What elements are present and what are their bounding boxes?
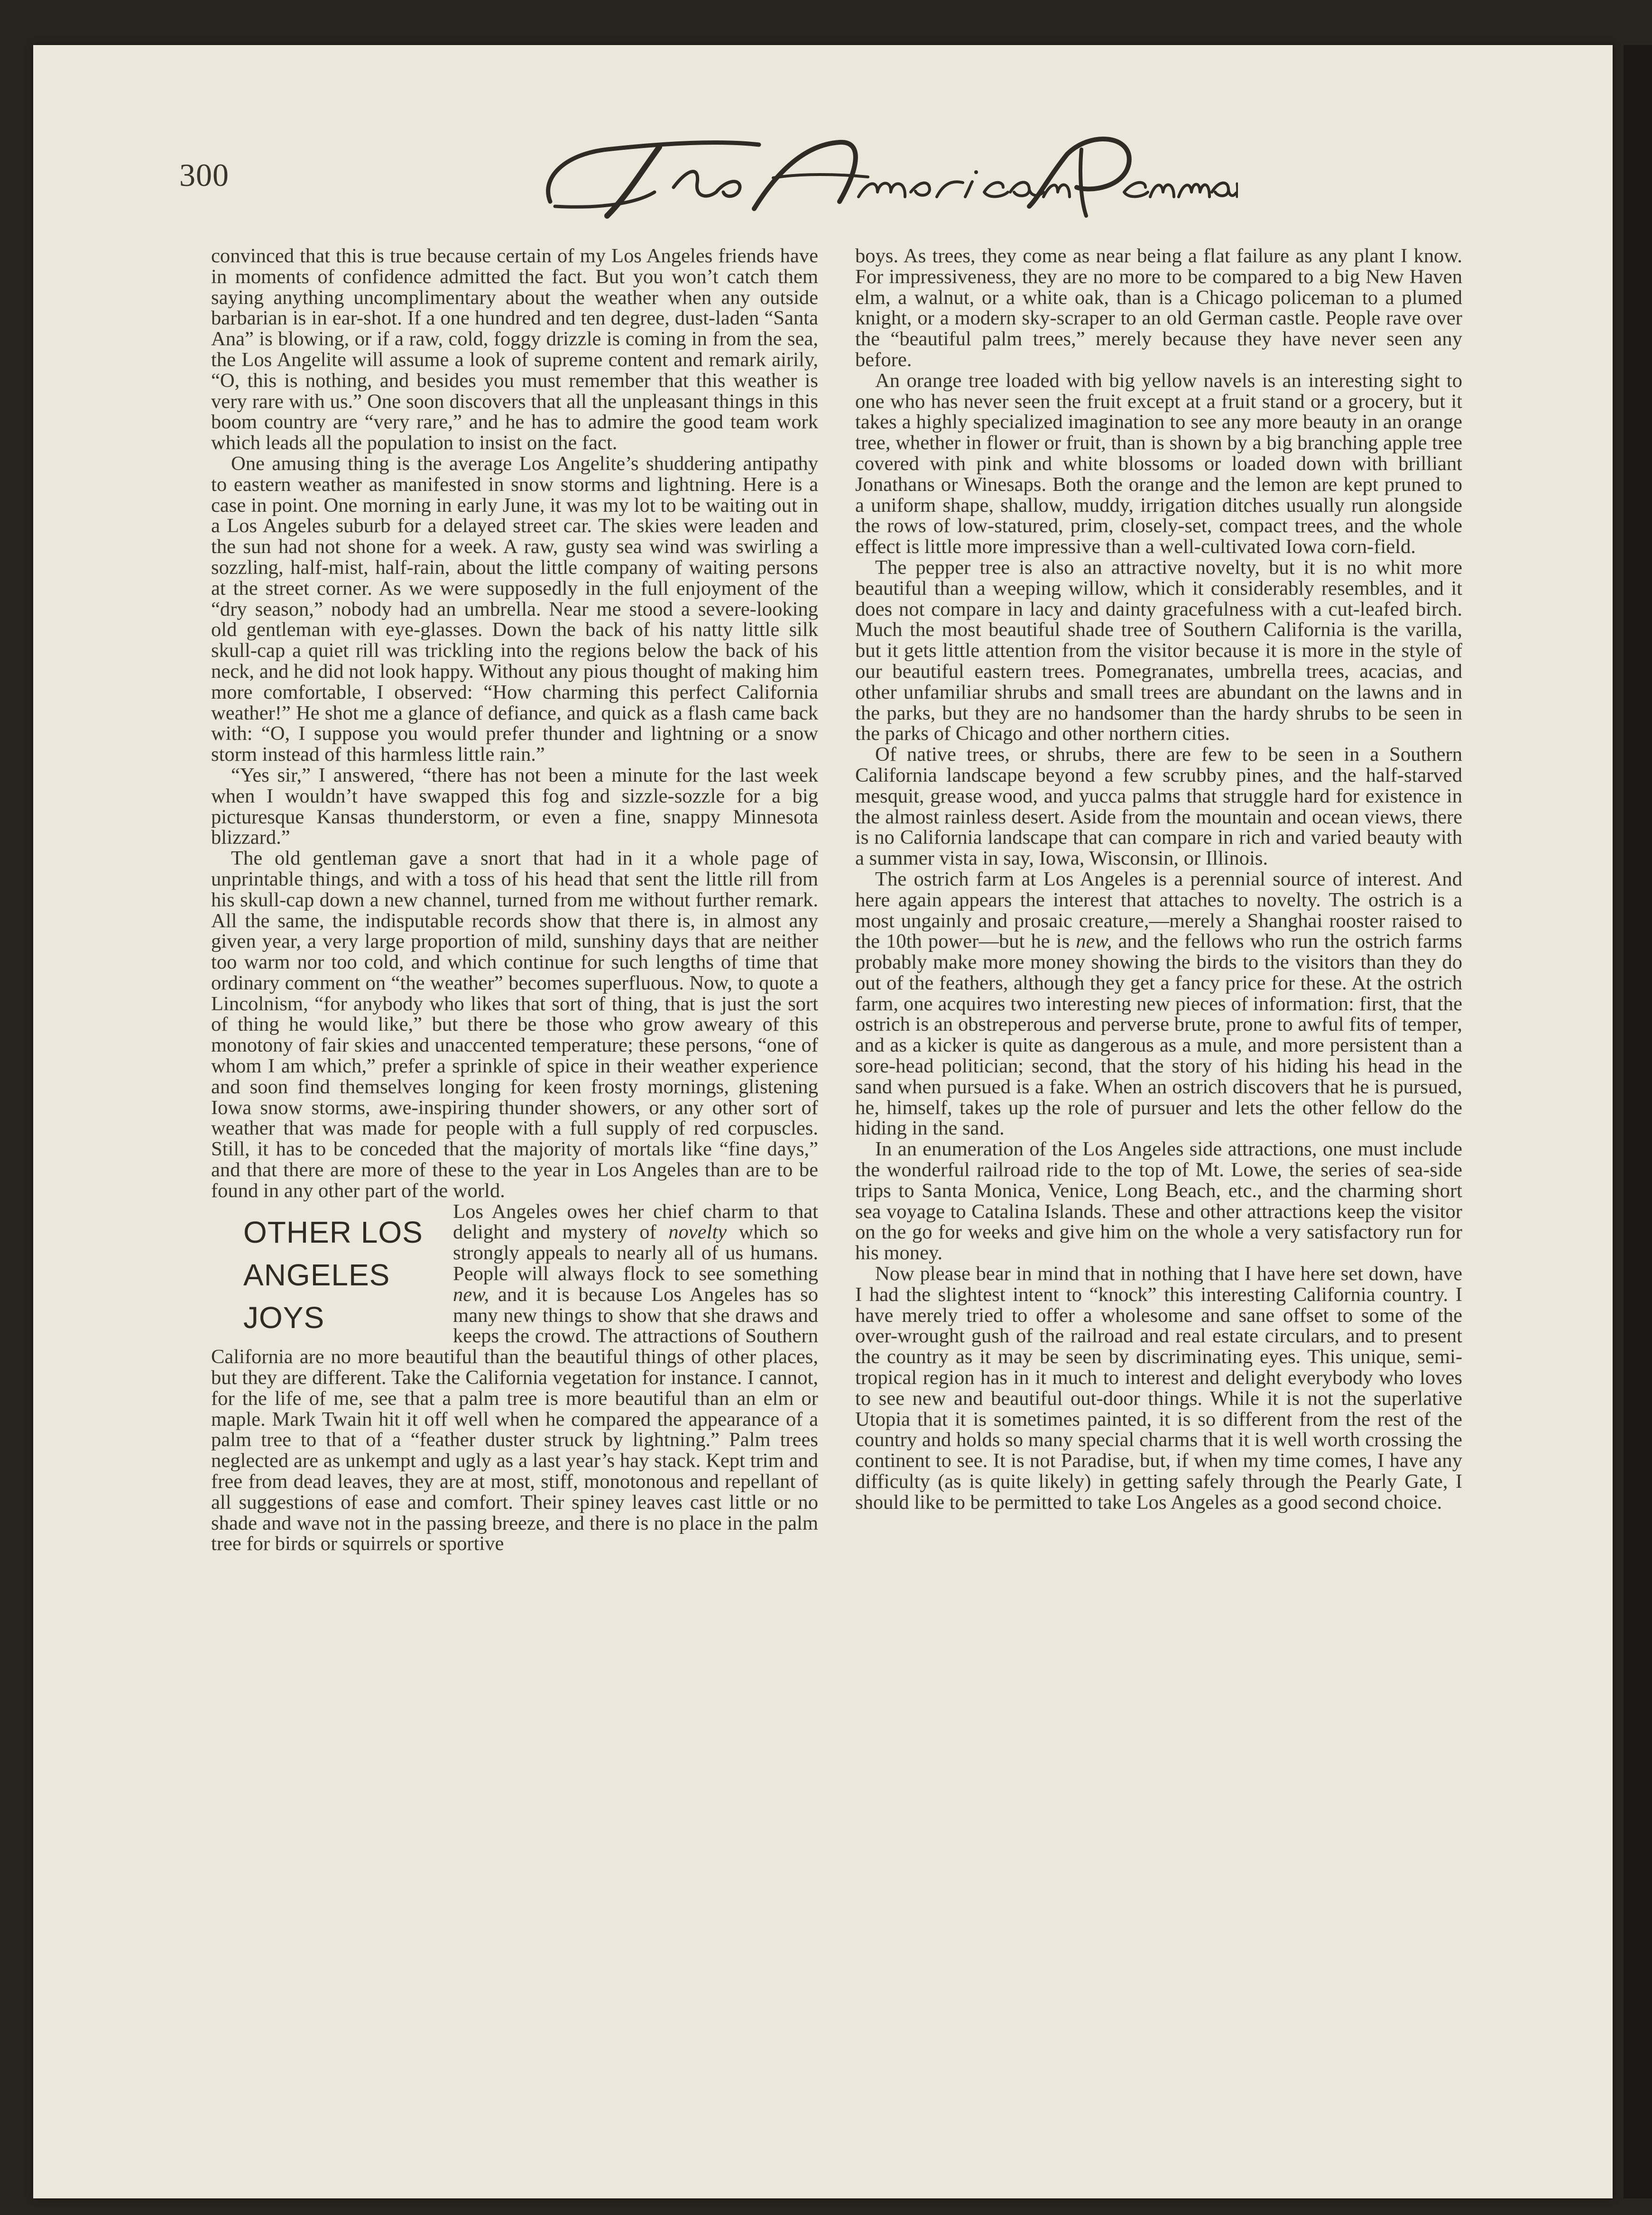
scan-edge-strip [1624, 45, 1652, 2198]
text-run: and the fellows who run the ostrich farms probably make more money showing the birds to the visitors than they do out of the feathers, although they get a fancy price for these. At the ostrich farm, one acquires two interesting new pieces of information: first, that the ostrich is an obstreperous and perverse brute, prone to awful fits of temper, and as a kicker is quite as dangerous as a mule, and more persistent than a sore-head politician; second, that the story of his hiding his head in the sand when pursued is a fake. When an ostrich discovers that he is pursued, he, himself, takes up the role of pursuer and lets the other fellow do the hiding in the sand. [855, 930, 1462, 1140]
paragraph: boys. As trees, they come as near being a flat failure as any plant I know. For impressiveness, they are no more to be compared to a big New Haven elm, a walnut, or a white oak, than is a Chicago policeman to a plumed knight, or a modern sky-scraper to an old German castle. People rave over the “beautiful palm trees,” merely because they have never seen any before. [855, 245, 1462, 371]
text-run: and it is because Los Angeles has so many new things to show that she draws and keeps the crowd. The attractions of Southern California are no more beautiful than the beautiful things of other places, but they are different. Take the California vegetation for instance. I cannot, for the life of me, see that a palm tree is more beautiful than an elm or maple. Mark Twain hit it off well when he compared the appearance of a palm tree to that of a “feather duster struck by lightning.” Palm trees neglected are as unkempt and ugly as a last year’s hay stack. Kept trim and free from dead leaves, they are at most, stiff, monotonous and repellant of all suggestions of ease and comfort. Their spiney leaves cast little or no shade and wave not in the passing breeze, and there is no place in the palm tree for birds or squirrels or sportive [211, 1283, 818, 1555]
paragraph: The pepper tree is also an attractive novelty, but it is no whit more beautiful than a weeping willow, which it considerably resembles, and it does not compare in lacy and dainty gracefulness with a cut-leafed birch. Much the most beautiful shade tree of Southern California is the varilla, but it gets little attention from the visitor because it is more in the style of our beautiful eastern trees. Pomegranates, umbrella trees, acacias, and other unfamiliar shrubs and small trees are abundant on the lawns and in the parks, but they are no handsomer than the hardy shrubs to be seen in the parks of Chicago and other northern cities. [855, 556, 1462, 745]
subhead-line: OTHER LOS [243, 1215, 423, 1249]
section-subhead [243, 1211, 438, 1339]
italic-word: novelty [668, 1221, 727, 1244]
subhead-line: ANGELES JOYS [243, 1257, 390, 1335]
section-other-los-angeles-joys [211, 1201, 818, 1555]
paragraph [855, 869, 1462, 1139]
text-run: which so strongly appeals to nearly all of us humans. People will always flock to see something [453, 1221, 818, 1285]
paragraph: An orange tree loaded with big yellow navels is an interesting sight to one who has never seen the fruit except at a fruit stand or a grocery, but it takes a highly specialized imagination to see any more beauty in an orange tree, whether in flower or fruit, than is shown by a big branching apple tree covered with pink and white blossoms or loaded down with brilliant Jonathans or Winesaps. Both the orange and the lemon are kept pruned to a uniform shape, shallow, muddy, irrigation ditches usually run alongside the rows of low-statured, prim, closely-set, compact trees, and the whole effect is little more impressive than a well-cultivated Iowa corn-field. [855, 369, 1462, 558]
paragraph: Of native trees, or shrubs, there are few to be seen in a Southern California landscape beyond a few scrubby pines, and the half-starved mesquit, grease wood, and yucca palms that struggle hard for existence in the almost rainless desert. Aside from the mountain and ocean views, there is no California landscape that can compare in rich and varied beauty with a summer vista in say, Iowa, Wisconsin, or Illinois. [855, 743, 1462, 870]
left-column [211, 246, 818, 1554]
page-number: 300 [179, 157, 229, 193]
paragraph: The old gentleman gave a snort that had in it a whole page of unprintable things, and with a toss of his head that sent the little rill from his skull-cap down a new channel, turned from me without further remark. All the same, the indisputable records show that there is, in almost any given year, a very large proportion of mild, sunshiny days that are neither too warm nor too cold, and which continue for such lengths of time that ordinary comment on “the weather” becomes superfluous. Now, to quote a Lincolnism, “for anybody who likes that sort of thing, that is just the sort of thing he would like,” but there be those who grow aweary of this monotony of fair skies and unaccented temperature; these persons, “one of whom I am which,” prefer a sprinkle of spice in their weather experience and soon find themselves longing for keen frosty mornings, glistening Iowa snow storms, awe-inspiring thunder showers, or any other sort of weather that was made for people with a full supply of red corpuscles. Still, it has to be conceded that the majority of mortals like “fine days,” and that there are more of these to the year in Los Angeles than are to be found in any other part of the world. [211, 847, 818, 1202]
italic-word: new, [1076, 930, 1112, 953]
text-run: Los Angeles owes her chief charm to that delight and mystery of [453, 1201, 818, 1244]
paragraph: “Yes sir,” I answered, “there has not been a minute for the last week when I wouldn’t have swapped this fog and sizzle-sozzle for a big picturesque Kansas thunderstorm, or even a fine, snappy Minnesota blizzard.” [211, 764, 818, 849]
paragraph: One amusing thing is the average Los Angelite’s shuddering antipathy to eastern weather as manifested in snow storms and lightning. Here is a case in point. One morning in early June, it was my lot to be waiting out in a Los Angeles suburb for a delayed street car. The skies were leaden and the sun had not shone for a week. A raw, gusty sea wind was swirling a sozzling, half-mist, half-rain, about the little company of waiting persons at the street corner. As we were supposedly in the full enjoyment of the “dry season,” nobody had an umbrella. Near me stood a severe-looking old gentleman with eye-glasses. Down the back of his natty little silk skull-cap a quiet rill was trickling into the regions below the back of his neck, and he did not look happy. Without any pious thought of making him more comfortable, I observed: “How charming this perfect California weather!” He shot me a glance of defiance, and quick as a flash came back with: “O, I suppose you would prefer thunder and lightning or a snow storm instead of this harmless little rain.” [211, 452, 818, 766]
paragraph: Now please bear in mind that in nothing that I have here set down, have I had the slightest intent to “knock” this interesting California country. I have merely tried to offer a wholesome and sane offset to some of the over-wrought gush of the railroad and real estate circulars, and to present the country as it may be seen by discriminating eyes. This unique, semi-tropical region has in it much to interest and delight everybody who loves to see new and beautiful out-door things. While it is not the superlative Utopia that it is sometimes painted, it is so different from the rest of the country and holds so many special charms that it is well worth crossing the continent to see. It is not Paradise, but, if when my time comes, I have any difficulty (as is quite likely) in getting safely through the Pearly Gate, I should like to be permitted to take Los Angeles as a good second choice. [855, 1263, 1462, 1514]
italic-word: new, [453, 1283, 489, 1306]
masthead-script-lettering [536, 121, 1238, 230]
text-run: The ostrich farm at Los Angeles is a perennial source of interest. And here again appears the interest that attaches to novelty. The ostrich is a most ungainly and prosaic creature,—merely a Shanghai rooster raised to the 10th power—but he is [855, 868, 1462, 953]
paragraph: In an enumeration of the Los Angeles side attractions, one must include the wonderful railroad ride to the top of Mt. Lowe, the series of sea-side trips to Santa Monica, Venice, Long Beach, etc., and the charming short sea voyage to Catalina Islands. These and other attractions keep the visitor on the go for weeks and give him on the whole a very satisfactory run for his money. [855, 1138, 1462, 1264]
paragraph: convinced that this is true because certain of my Los Angeles friends have in moments of confidence admitted the fact. But you won’t catch them saying anything uncomplimentary about the weather when any outside barbarian is in ear-shot. If a one hundred and ten degree, dust-laden “Santa Ana” is blowing, or if a raw, cold, foggy drizzle is coming in from the sea, the Los Angelite will assume a look of supreme content and remark airily, “O, this is nothing, and besides you must remember that this weather is very rare with us.” One soon discovers that all the unpleasant things in this boom country are “very rare,” and he has to admire the good team work which leads all the population to insist on the fact. [211, 245, 818, 454]
right-column [855, 246, 1462, 1513]
masthead-logo [536, 121, 1238, 230]
